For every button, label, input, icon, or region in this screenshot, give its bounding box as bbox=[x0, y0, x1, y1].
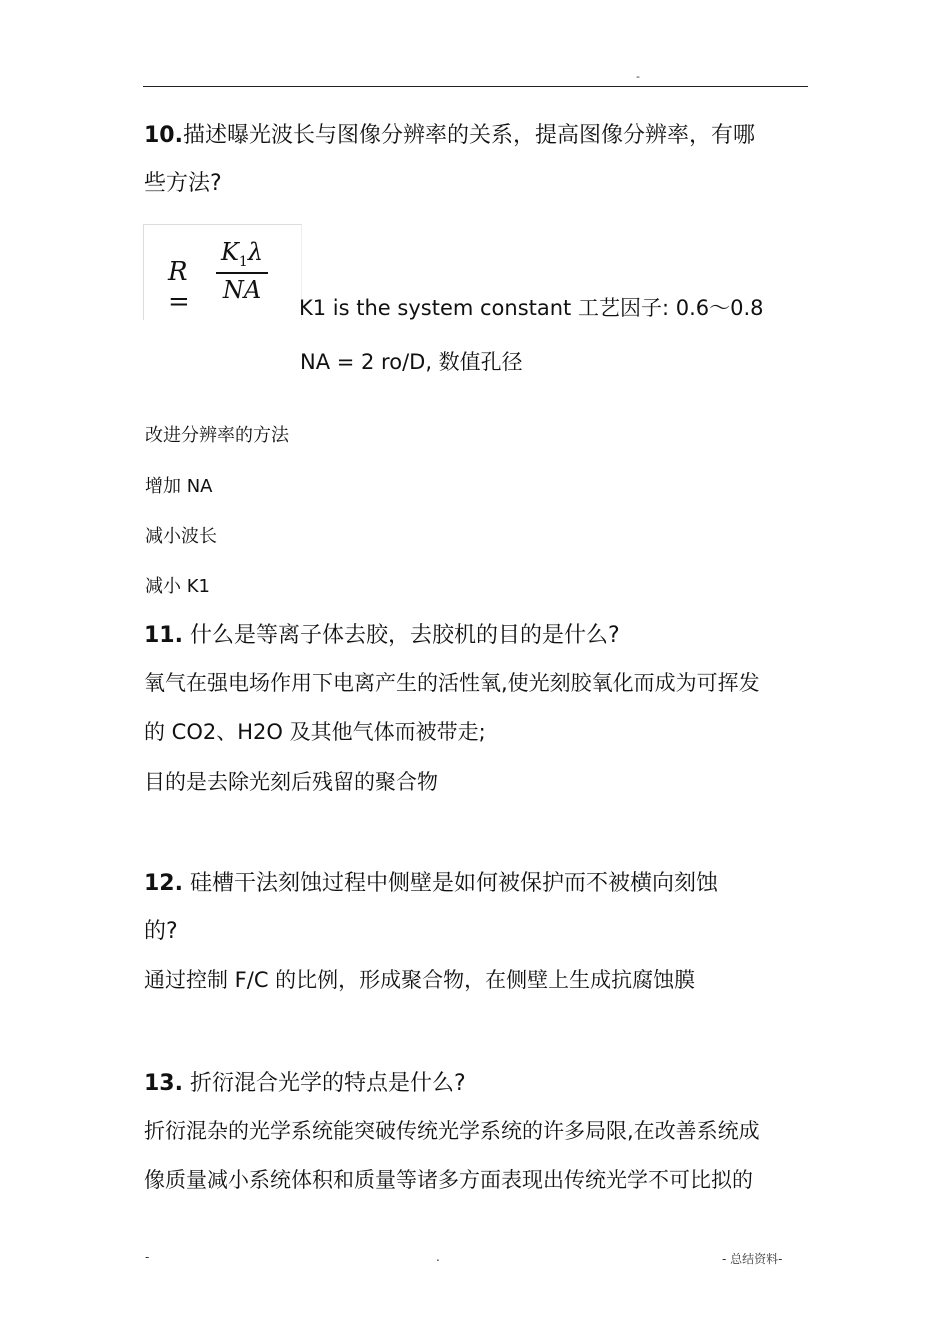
methods-title: 改进分辨率的方法 bbox=[145, 425, 289, 446]
formula-lhs: R = bbox=[168, 257, 190, 317]
formula-fraction bbox=[216, 238, 268, 304]
q10-number: 10. bbox=[144, 123, 183, 148]
na-definition: NA = 2 ro/D, 数值孔径 bbox=[300, 350, 523, 374]
header-mark: - bbox=[636, 70, 640, 83]
footer-center: . bbox=[436, 1250, 440, 1264]
q11-answer-line: 的 CO2、H2O 及其他气体而被带走; bbox=[144, 720, 486, 744]
q12-answer: 通过控制 F/C 的比例，形成聚合物，在侧壁上生成抗腐蚀膜 bbox=[144, 968, 696, 992]
q13-answer-line: 像质量减小系统体积和质量等诸多方面表现出传统光学不可比拟的 bbox=[144, 1168, 753, 1192]
header-rule bbox=[143, 86, 808, 87]
q12-question-line1: 12. 硅槽干法刻蚀过程中侧壁是如何被保护而不被横向刻蚀 bbox=[144, 871, 718, 896]
k1-definition: K1 is the system constant 工艺因子: 0.6～0.8 bbox=[299, 296, 764, 320]
q10-question-line1 bbox=[144, 118, 755, 149]
q11-answer-line: 氧气在强电场作用下电离产生的活性氧,使光刻胶氧化而成为可挥发 bbox=[144, 671, 760, 695]
q10-question-line2: 些方法? bbox=[144, 171, 222, 196]
q11-answer-line: 目的是去除光刻后残留的聚合物 bbox=[144, 770, 438, 794]
method-item: 减小 K1 bbox=[145, 576, 210, 597]
fraction-bar bbox=[216, 272, 268, 274]
q10-question-text: 描述曝光波长与图像分辨率的关系，提高图像分辨率，有哪 bbox=[182, 123, 755, 148]
formula-numerator: $K_1\lambda$ bbox=[220, 238, 264, 270]
q11-question: 11. 什么是等离子体去胶，去胶机的目的是什么? bbox=[144, 623, 620, 648]
q13-question: 13. 折衍混合光学的特点是什么? bbox=[144, 1071, 466, 1096]
formula-denominator: NA bbox=[222, 275, 262, 304]
footer-left: - bbox=[145, 1250, 150, 1264]
q13-number: 13. bbox=[144, 1071, 183, 1096]
q12-question-line2: 的? bbox=[144, 919, 178, 944]
method-item: 减小波长 bbox=[145, 526, 217, 547]
q12-number: 12. bbox=[144, 871, 183, 896]
method-item: 增加 NA bbox=[145, 476, 213, 497]
q11-number: 11. bbox=[144, 623, 183, 648]
footer-right: - 总结资料- bbox=[722, 1252, 783, 1266]
q13-answer-line: 折衍混杂的光学系统能突破传统光学系统的许多局限,在改善系统成 bbox=[144, 1119, 760, 1143]
